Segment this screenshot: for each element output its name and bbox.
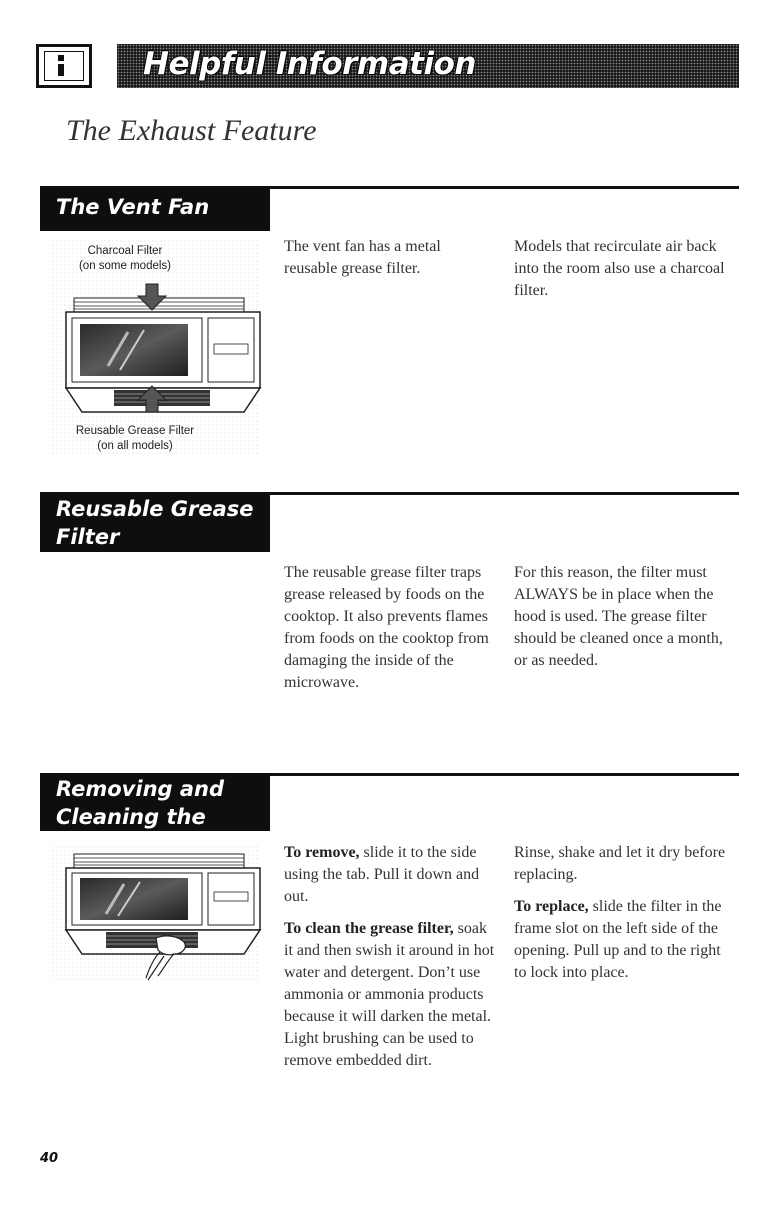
page-title: The Exhaust Feature xyxy=(66,114,317,147)
removing-text-col1 xyxy=(284,842,496,1082)
clean-lead: To clean the grease filter, xyxy=(284,920,454,937)
paragraph: The vent fan has a metal reusable grease filter. xyxy=(284,238,441,277)
replace-text: slide the filter in the frame slot on the left side of the opening. Pull up and to the right to lock into place. xyxy=(514,898,722,981)
replace-lead: To replace, xyxy=(514,898,589,915)
section-title: Removing and Cleaning the xyxy=(56,777,225,829)
banner-title: Helpful Information xyxy=(143,46,476,82)
vent-fan-text-col1 xyxy=(284,236,496,290)
section-header-removing-cleaning xyxy=(40,773,270,831)
remove-lead: To remove, xyxy=(284,844,360,861)
replace-paragraph xyxy=(514,896,732,984)
charcoal-filter-label-line1: Charcoal Filter xyxy=(87,245,163,257)
filter-removal-illustration xyxy=(48,842,262,982)
paragraph: The reusable grease filter traps grease released by foods on the cooktop. It also prevents flames from foods on the cooktop from damaging the inside of the microwave. xyxy=(284,564,489,691)
rinse-paragraph: Rinse, shake and let it dry before replacing. xyxy=(514,844,726,883)
section-divider xyxy=(270,492,739,495)
removing-text-col2 xyxy=(514,842,732,994)
section-divider xyxy=(270,186,739,189)
section-divider xyxy=(270,773,739,776)
info-icon xyxy=(36,44,92,88)
vent-fan-text-col2 xyxy=(514,236,732,312)
section-title: The Vent Fan xyxy=(56,195,210,219)
remove-text: slide it to the side using the tab. Pull it down and out. xyxy=(284,844,480,905)
paragraph: For this reason, the filter must ALWAYS be in place when the hood is used. The grease filter should be cleaned once a month, or as needed. xyxy=(514,564,723,669)
remove-paragraph xyxy=(284,842,496,908)
paragraph: Models that recirculate air back into the room also use a charcoal filter. xyxy=(514,238,725,299)
charcoal-filter-label-line2: (on some models) xyxy=(78,260,172,272)
reusable-filter-text-col1 xyxy=(284,562,496,704)
clean-text: soak it and then swish it around in hot water and detergent. Don’t use ammonia or ammonia products because it will darken the metal. Light brushing can be used to remove embedded dirt. xyxy=(284,920,495,1069)
section-header-reusable-grease-filter xyxy=(40,492,270,552)
header-banner xyxy=(117,44,739,88)
grease-filter-label-line1: Reusable Grease Filter xyxy=(75,425,195,437)
page-number: 40 xyxy=(40,1151,59,1166)
section-title: Reusable Grease Filter xyxy=(56,497,254,549)
grease-filter-label-line2: (on all models) xyxy=(97,440,173,452)
charcoal-filter-label xyxy=(70,244,180,274)
reusable-filter-text-col2 xyxy=(514,562,732,682)
section-header-vent-fan xyxy=(40,186,270,231)
clean-paragraph xyxy=(284,918,496,1072)
grease-filter-label xyxy=(60,424,210,454)
